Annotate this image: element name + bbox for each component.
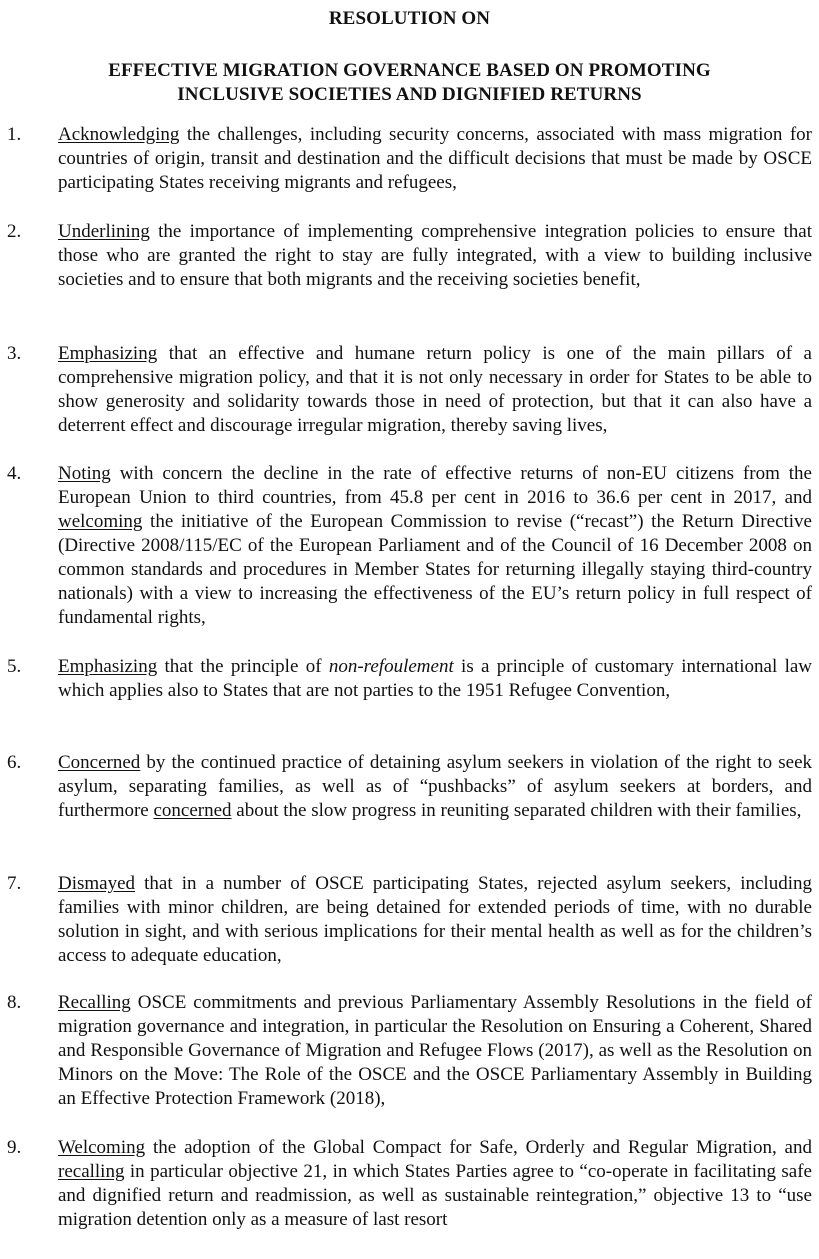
paragraph-number: 8. [7, 992, 22, 1013]
paragraph-body-2: is a principle of customary international law which applies also to States that are not parties to the 1951 Refugee Convention, [58, 656, 813, 701]
paragraph-italic-term: non-refoulement [328, 656, 454, 677]
paragraph-body: the importance of implementing comprehensive integration policies to ensure that those who are granted the right to stay are fully integrated, with a view to building inclusive societies and to ensure that both migrants and the receiving societies benefit, [58, 221, 812, 290]
paragraph-body-2: the initiative of the European Commission to revise (“recast”) the Return Directive (Directive 2008/115/EC of the European Parliament and of the Council of 16 December 2008 on common standards and procedures in Member States for returning illegally staying third-country nationals) with a view to increasing the effectiveness of the EU’s return policy in full respect of fundamental rights, [58, 511, 812, 628]
paragraph-body: by the continued practice of detaining asylum seekers in violation of the right to seek asylum, separating families, as well as of “pushbacks” of asylum seekers at borders, and furthermore [58, 752, 812, 821]
paragraph-lead-word: Recalling [58, 992, 131, 1013]
paragraph-text [58, 1136, 812, 1232]
paragraph-number: 1. [7, 124, 22, 145]
paragraph-text [58, 751, 812, 823]
paragraph-body-2: about the slow progress in reuniting separated children with their families, [231, 800, 802, 821]
paragraph-body: that the principle of [157, 656, 329, 677]
paragraph-body: that in a number of OSCE participating States, rejected asylum seekers, including families with minor children, are being detained for extended periods of time, with no durable solution in sight, and with serious implications for their mental health as well as for the children’s access to adequate education, [58, 873, 812, 966]
paragraph-body: that an effective and humane return policy is one of the main pillars of a comprehensive migration policy, and that it is not only necessary in order for States to be able to show generosity and solidarity towards those in need of protection, but that it can also have a deterrent effect and discourage irregular migration, thereby saving lives, [58, 343, 812, 436]
paragraph-number: 9. [7, 1137, 22, 1158]
paragraph-text [58, 991, 812, 1111]
paragraph-text [58, 220, 812, 292]
resolution-title [0, 59, 819, 107]
paragraph-text [58, 123, 812, 195]
paragraph-number: 5. [7, 656, 22, 677]
paragraph-lead-word-2: welcoming [58, 511, 143, 532]
paragraph-text [58, 462, 812, 630]
paragraph-lead-word: Emphasizing [58, 343, 158, 364]
paragraph-body: the challenges, including security concerns, associated with mass migration for countries of origin, transit and destination and the difficult decisions that must be made by OSCE participating States receiving migrants and refugees, [58, 124, 812, 193]
resolution-heading: RESOLUTION ON [328, 8, 491, 29]
paragraph-lead-word: Underlining [58, 221, 150, 242]
paragraph-body: with concern the decline in the rate of effective returns of non-EU citizens from the European Union to third countries, from 45.8 per cent in 2016 to 36.6 per cent in 2017, and [58, 463, 812, 508]
paragraph-text [58, 342, 812, 438]
paragraph-lead-word: Welcoming [58, 1137, 146, 1158]
paragraph-lead-word-2: concerned [153, 800, 232, 821]
paragraph-number: 3. [7, 343, 22, 364]
paragraph-lead-word: Acknowledging [58, 124, 180, 145]
paragraph-text [58, 872, 812, 968]
paragraph-text [58, 655, 812, 703]
paragraph-number: 6. [7, 752, 22, 773]
paragraph-lead-word: Noting [58, 463, 111, 484]
paragraph-body-2: in particular objective 21, in which States Parties agree to “co-operate in facilitating safe and dignified return and readmission, as well as sustainable reintegration,” objective 13 to “use migration detention only as a measure of last resort [58, 1161, 812, 1230]
paragraph-lead-word-2: recalling [58, 1161, 125, 1182]
paragraph-body: the adoption of the Global Compact for Safe, Orderly and Regular Migration, and [145, 1137, 812, 1158]
paragraph-lead-word: Dismayed [58, 873, 136, 894]
resolution-title-line-1: EFFECTIVE MIGRATION GOVERNANCE BASED ON PROMOTING [108, 60, 711, 81]
paragraph-number: 2. [7, 221, 22, 242]
resolution-title-line-2: INCLUSIVE SOCIETIES AND DIGNIFIED RETURNS [177, 84, 642, 105]
paragraph-lead-word: Emphasizing [58, 656, 158, 677]
paragraph-number: 4. [7, 463, 22, 484]
paragraph-number: 7. [7, 873, 22, 894]
paragraph-lead-word: Concerned [58, 752, 141, 773]
paragraph-body: OSCE commitments and previous Parliamentary Assembly Resolutions in the field of migration governance and integration, in particular the Resolution on Ensuring a Coherent, Shared and Responsible Governance of Migration and Refugee Flows (2017), as well as the Resolution on Minors on the Move: The Role of the OSCE and the OSCE Parliamentary Assembly in Building an Effective Protection Framework (2018), [58, 992, 812, 1109]
